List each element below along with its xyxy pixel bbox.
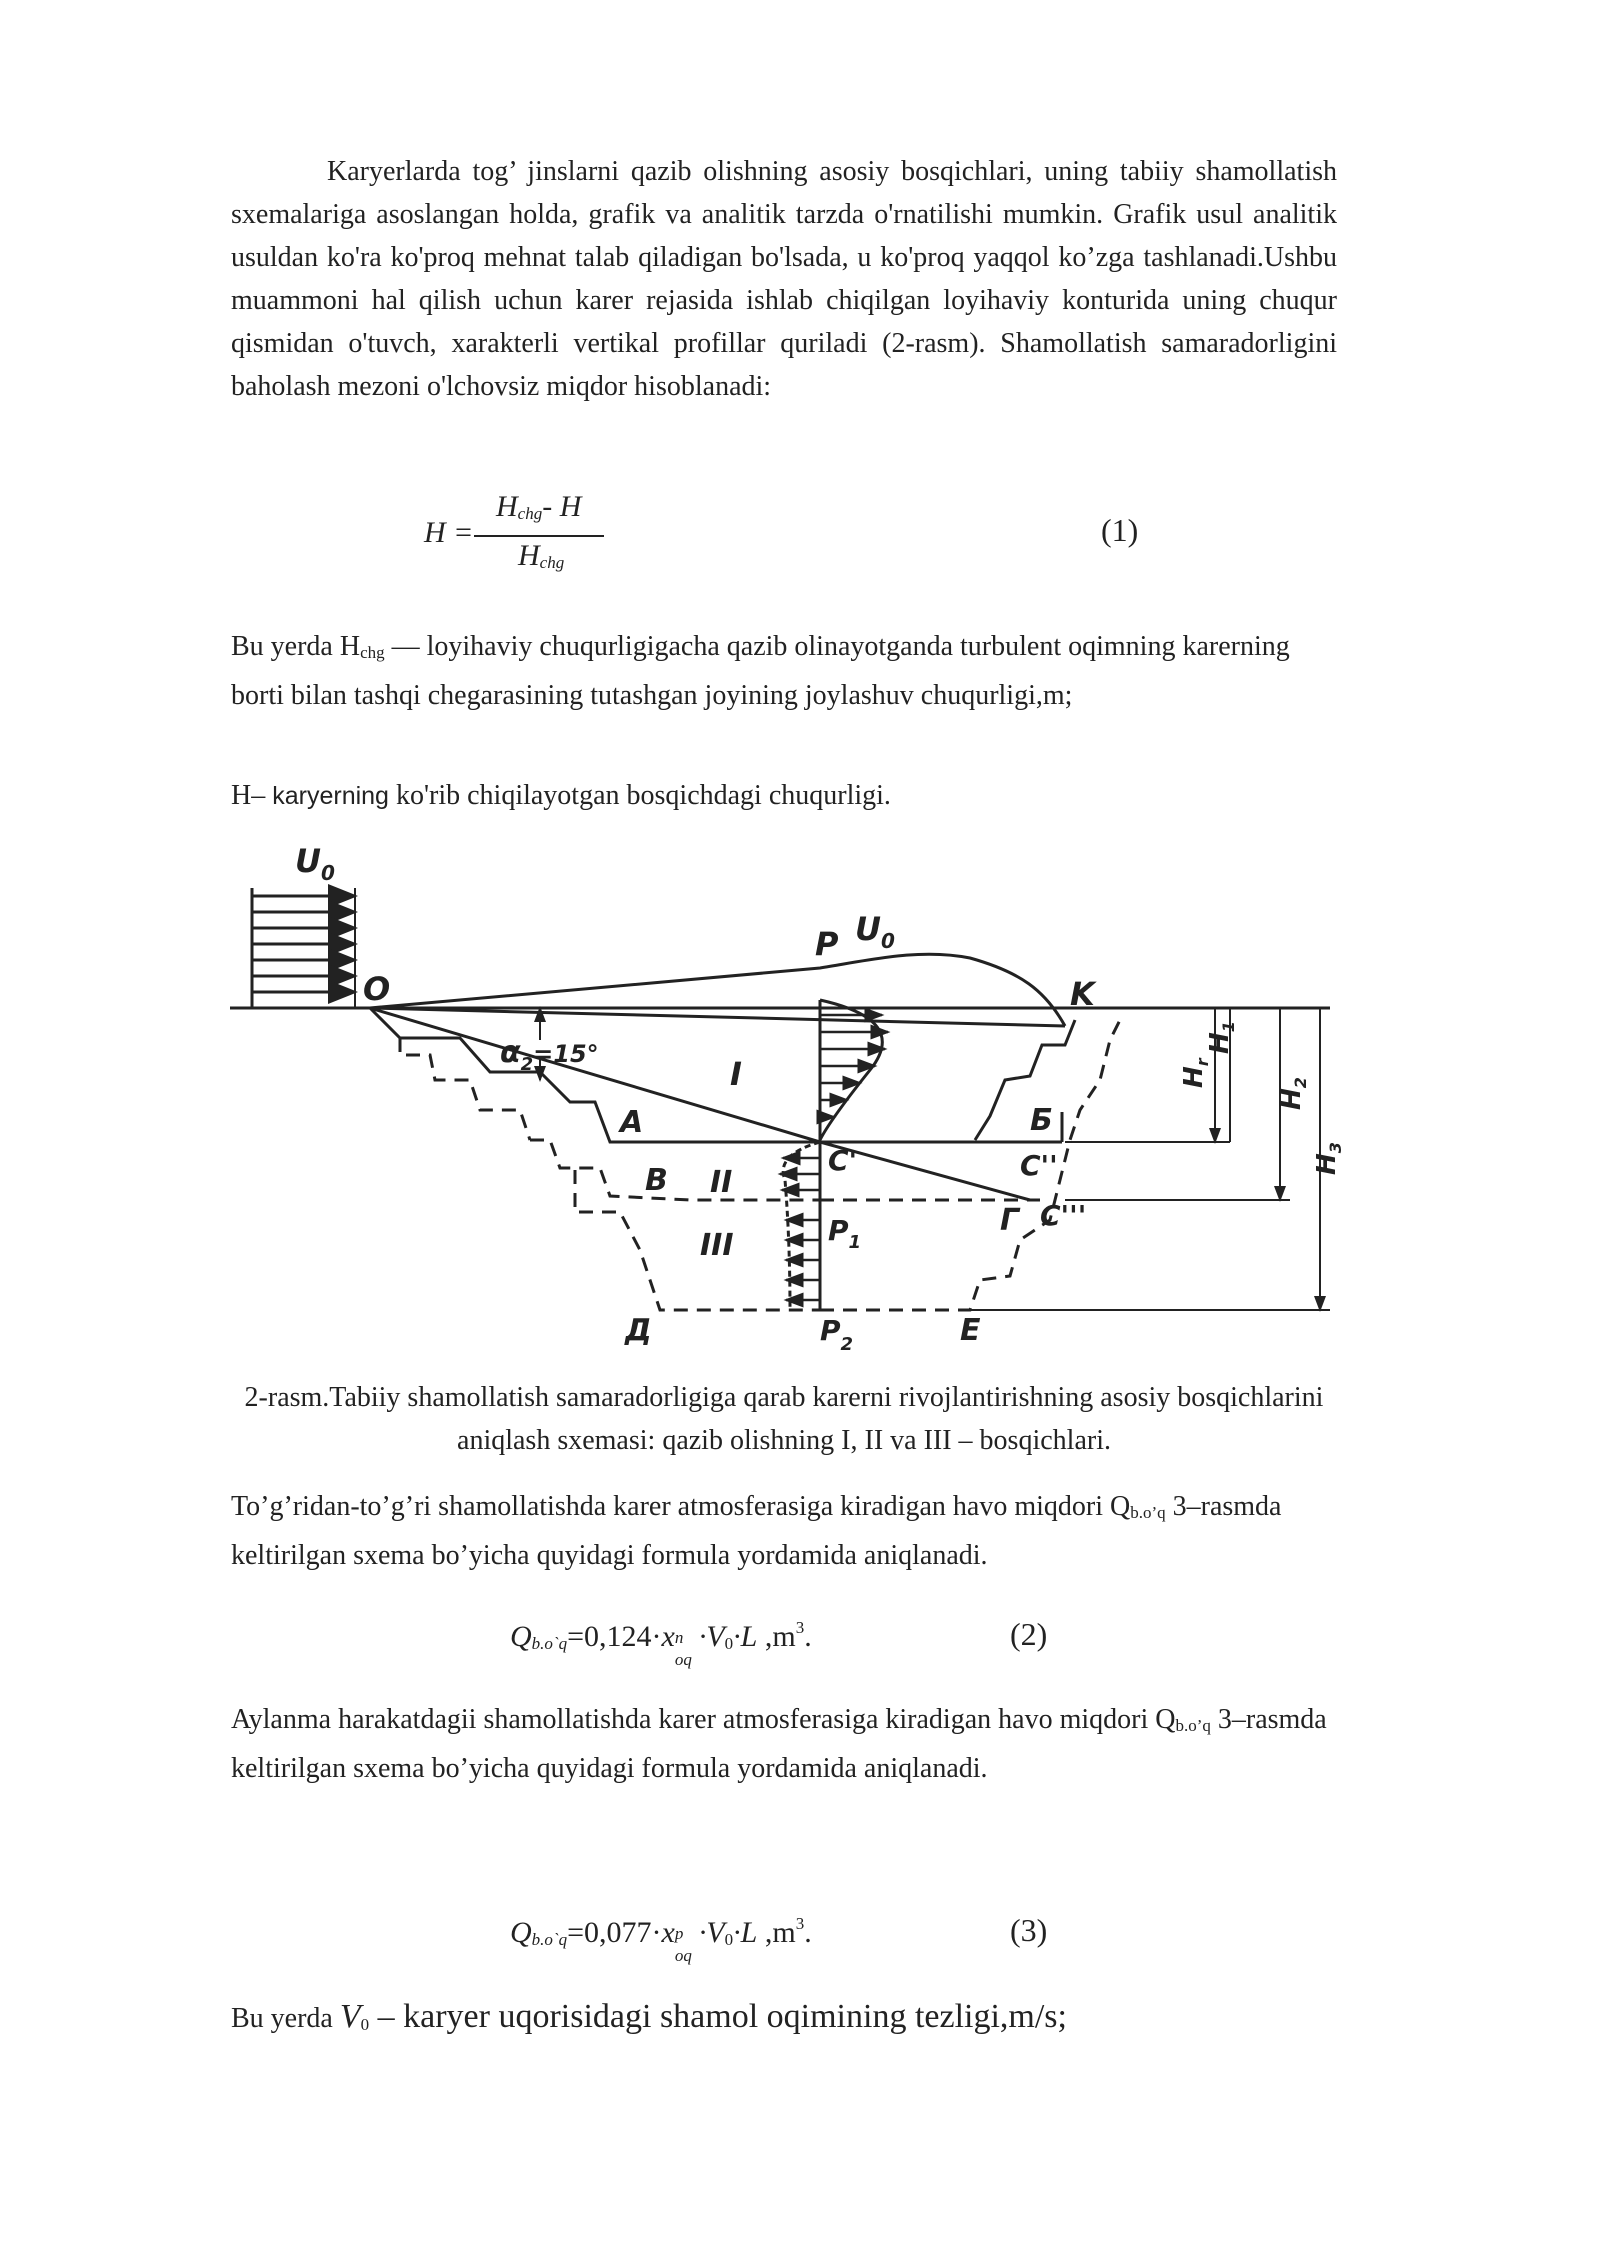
- f2-q-sub: b.o`q: [531, 1634, 568, 1653]
- definition-h-rest: ko'rib chiqilayotgan bosqichdagi chuqurligi.: [388, 780, 891, 811]
- svg-text:Hr: $H_r$: [1179, 1058, 1212, 1088]
- definition-h-start: H–: [231, 780, 273, 811]
- label-v: B: [645, 1163, 668, 1198]
- equation-number-3: (3): [1010, 1912, 1048, 1948]
- definition-hchg-sub: chg: [360, 643, 385, 662]
- svg-text:H1: $H_1$: [1205, 1021, 1238, 1054]
- f3-v-sub: 0: [724, 1930, 734, 1949]
- f3-x: x: [661, 1916, 675, 1949]
- label-h3: [1312, 1142, 1345, 1175]
- formula-1-num-h: H: [496, 490, 518, 523]
- label-c-tprime: C''': [1040, 1199, 1087, 1232]
- label-hr: [1179, 1057, 1212, 1088]
- formula-1-den-sub: chg: [539, 553, 565, 572]
- f3-x-sup: p: [674, 1924, 684, 1943]
- label-h1: [1205, 1021, 1238, 1054]
- f2-unit-sup: 3: [795, 1618, 805, 1637]
- f2-x-sup: n: [674, 1628, 684, 1647]
- f3-q: Q: [510, 1916, 532, 1949]
- definition-hchg: [231, 625, 1341, 717]
- formula-1-num-sub: chg: [517, 504, 543, 523]
- definition-hchg-start: Bu yerda H: [231, 631, 361, 662]
- f2-l: ·L: [733, 1620, 758, 1653]
- p6-v-sub: 0: [360, 2015, 370, 2034]
- jet-boundary-curve: [370, 954, 1065, 1026]
- p5-sub: b.o’q: [1175, 1716, 1211, 1735]
- jet-lower-line: [370, 1008, 1065, 1026]
- f3-dot: .: [804, 1916, 812, 1949]
- f2-x: x: [661, 1620, 675, 1653]
- formula-1-denominator: [518, 539, 564, 573]
- f3-x-sub: oq: [674, 1946, 692, 1965]
- definition-h-sans: karyerning: [272, 782, 389, 810]
- inflow-velocity-profile: [252, 888, 355, 1008]
- label-o: O: [363, 970, 391, 1008]
- p4-sub: b.o’q: [1130, 1503, 1166, 1522]
- equation-number-2: (2): [1010, 1616, 1048, 1652]
- label-e: E: [960, 1313, 981, 1348]
- label-c-prime: C': [828, 1144, 858, 1177]
- f3-l: ·L: [733, 1916, 758, 1949]
- equation-number-1: (1): [1101, 512, 1139, 548]
- wind-speed-definition: [231, 1998, 1067, 2036]
- f2-q: Q: [510, 1620, 532, 1653]
- p4-start: To’g’ridan-to’g’ri shamollatishda karer atmosferasiga kiradigan havo miqdori Q: [231, 1491, 1131, 1522]
- figure-caption: 2-rasm.Tabiiy shamollatish samaradorligiga qarab karerni rivojlantirishning asosiy bosqichlarini aniqlash sxemasi: qazib olishning I, II va III – bosqichlari.: [244, 1382, 1324, 1456]
- formula-3: [510, 1914, 812, 1965]
- f3-v: ·V: [698, 1916, 725, 1949]
- label-a: A: [620, 1105, 644, 1140]
- f2-unit: ,m: [757, 1620, 796, 1653]
- pit-contour-right-solid: [975, 1020, 1075, 1140]
- f2-v-sub: 0: [724, 1634, 734, 1653]
- label-h2: [1277, 1077, 1310, 1110]
- intro-paragraph: Karyerlarda tog’ jinslarni qazib olishning asosiy bosqichlari, uning tabiiy shamollatish sxemalariga asoslangan holda, grafik va analitik tarzda o'rnatilishi mumkin. Grafik usul analitik usuldan ko'ra ko'proq mehnat talab qiladigan bo'lsada, u ko'proq yaqqol ko’zga tashlanadi.Ushbu muammoni hal qilish uchun karer rejasida ishlab chiqilgan loyihaviy konturida uning chuqur qismidan o'tuvch, xarakterli vertikal profillar quriladi (2-rasm). Shamollatish samaradorligini baholash mezoni o'lchovsiz miqdor hisoblanadi:: [231, 156, 1337, 402]
- p6-start: Bu yerda: [231, 2003, 340, 2034]
- label-d-cyr: Д: [625, 1313, 652, 1348]
- label-b-cyr: Б: [1030, 1103, 1053, 1138]
- formula-2: [510, 1618, 812, 1669]
- definition-h: [231, 774, 1337, 818]
- f2-coef: =0,124·: [567, 1620, 662, 1653]
- label-k: K: [1070, 975, 1095, 1013]
- f3-unit: ,m: [757, 1916, 796, 1949]
- formula-1-numerator: [496, 490, 581, 524]
- direct-ventilation-paragraph: [231, 1485, 1337, 1577]
- label-c-dprime: C'': [1020, 1149, 1058, 1182]
- f3-unit-sup: 3: [795, 1914, 805, 1933]
- circulation-ventilation-paragraph: [231, 1698, 1337, 1790]
- f2-v: ·V: [698, 1620, 725, 1653]
- p4-rest: 3–rasmda keltirilgan sxema bo’yicha quyidagi formula yordamida aniqlanadi.: [231, 1491, 1282, 1571]
- f3-q-sub: b.o`q: [531, 1930, 568, 1949]
- f2-x-sub: oq: [674, 1650, 692, 1669]
- svg-text:H2: $H_2$: [1277, 1077, 1310, 1110]
- label-u0-left: $U_0$: [295, 842, 335, 885]
- p5-start: Aylanma harakatdagii shamollatishda karer atmosferasiga kiradigan havo miqdori Q: [231, 1704, 1176, 1735]
- formula-1-den-h: H: [518, 539, 540, 572]
- label-angle: $\alpha_2^{=15^\circ}$: [500, 1035, 599, 1075]
- p6-v: V: [339, 1998, 361, 2035]
- definition-hchg-rest: — loyihaviy chuqurligigacha qazib olinayotganda turbulent oqimning karerning borti bilan tashqi chegarasining tutashgan joyining joylashuv chuqurligi,m;: [231, 631, 1290, 711]
- f3-coef: =0,077·: [567, 1916, 662, 1949]
- formula-1-lhs: H =: [424, 516, 474, 549]
- formula-1-num-rest: - H: [542, 490, 582, 523]
- p6-rest: – karyer uqorisidagi shamol oqimining tezligi,m/s;: [369, 1998, 1067, 2035]
- label-p2: $P_2$: [820, 1314, 854, 1355]
- label-u0-top: $U_0$: [855, 910, 895, 953]
- diagonal-line-oc: [370, 1008, 820, 1142]
- label-p1: $P_1$: [828, 1214, 862, 1253]
- p5-rest: 3–rasmda keltirilgan sxema bo’yicha quyidagi formula yordamida aniqlanadi.: [231, 1704, 1327, 1784]
- label-stage-3: III: [700, 1228, 734, 1263]
- fraction-bar: [474, 535, 604, 537]
- label-stage-2: II: [710, 1165, 733, 1200]
- quarry-ventilation-diagram: [230, 840, 1345, 1355]
- svg-text:H3: $H_3$: [1312, 1142, 1345, 1175]
- label-p: P: [815, 925, 839, 963]
- label-g-cyr: Г: [1000, 1203, 1020, 1238]
- label-stage-1: I: [730, 1055, 742, 1093]
- f2-dot: .: [804, 1620, 812, 1653]
